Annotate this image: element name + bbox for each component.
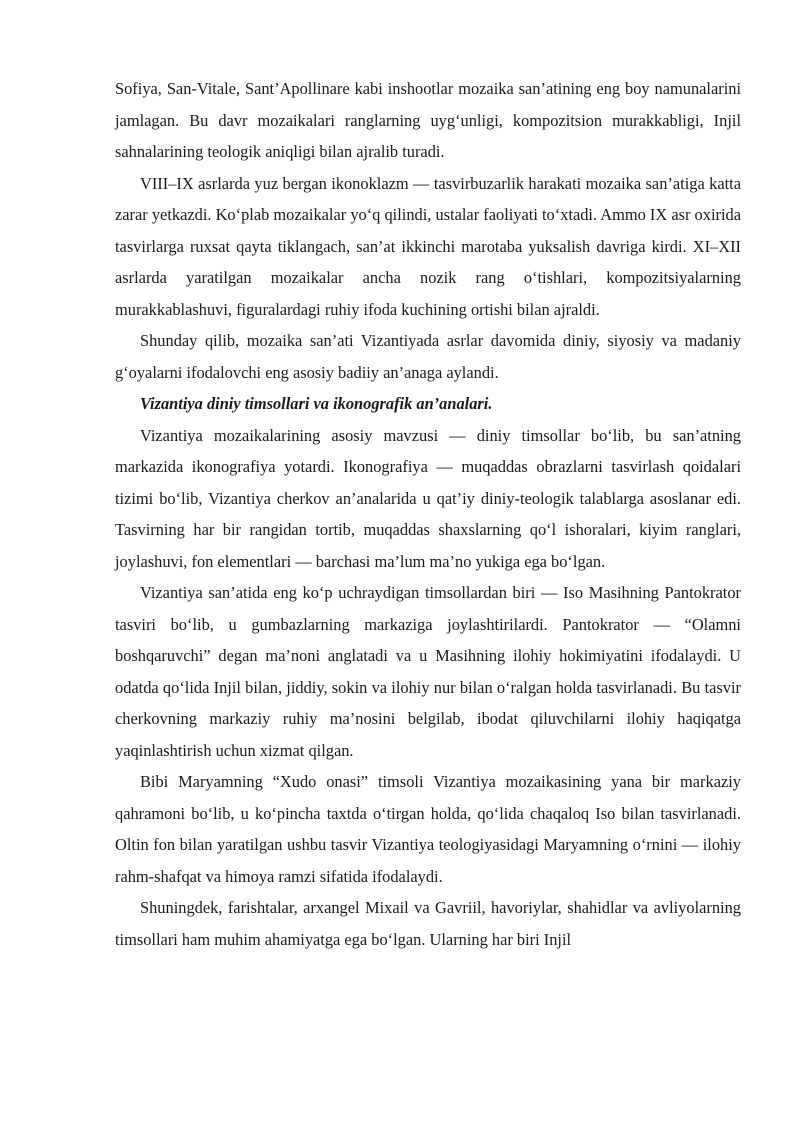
- document-page: [115, 73, 741, 955]
- section-heading: Vizantiya diniy timsollari va ikonografik an’analari.: [140, 394, 493, 413]
- paragraph-sofiya: Sofiya, San-Vitale, Sant’Apollinare kabi inshootlar mozaika san’atining eng boy namunalarini jamlagan. Bu davr mozaikalari ranglarning uyg‘unligi, kompozitsion murakkabligi, Injil sahnalarining teologik aniqligi bilan ajralib turadi.: [115, 79, 741, 161]
- paragraph-maryam: Bibi Maryamning “Xudo onasi” timsoli Vizantiya mozaikasining yana bir markaziy qahramoni bo‘lib, u ko‘pincha taxtda o‘tirgan holda, qo‘lida chaqaloq Iso bilan tasvirlanadi. Oltin fon bilan yaratilgan ushbu tasvir Vizantiya teologiyasidagi Maryamning o‘rnini — ilohiy rahm-shafqat va himoya ramzi sifatida ifodalaydi.: [115, 772, 741, 886]
- paragraph-mavzu: Vizantiya mozaikalarining asosiy mavzusi — diniy timsollar bo‘lib, bu san’atning markazida ikonografiya yotardi. Ikonografiya — muqaddas obrazlarni tasvirlash qoidalari tizimi bo‘lib, Vizantiya cherkov an’analarida u qat’iy diniy-teologik talablarga asoslanar edi. Tasvirning har bir rangidan tortib, muqaddas shaxslarning qo‘l ishoralari, kiyim ranglari, joylashuvi, fon elementlari — barchasi ma’lum ma’no yukiga ega bo‘lgan.: [115, 425, 741, 571]
- paragraph-shunday: Shunday qilib, mozaika san’ati Vizantiyada asrlar davomida diniy, siyosiy va madaniy g‘oyalarni ifodalovchi eng asosiy badiiy an’anaga aylandi.: [115, 331, 741, 382]
- paragraph-farishtalar: Shuningdek, farishtalar, arxangel Mixail va Gavriil, havoriylar, shahidlar va avliyolarning timsollari ham muhim ahamiyatga ega bo‘lgan. Ularning har biri Injil: [115, 898, 741, 949]
- paragraph-ikonoklazm: VIII–IX asrlarda yuz bergan ikonoklazm — tasvirbuzarlik harakati mozaika san’atiga katta zarar yetkazdi. Ko‘plab mozaikalar yo‘q qilindi, ustalar faoliyati to‘xtadi. Ammo IX asr oxirida tasvirlarga ruxsat qayta tiklangach, san’at ikkinchi marotaba yuksalish davriga kirdi. XI–XII asrlarda yaratilgan mozaikalar ancha nozik rang o‘tishlari, kompozitsiyalarning murakkablashuvi, figuralardagi ruhiy ifoda kuchining ortishi bilan ajraldi.: [115, 173, 741, 319]
- paragraph-pantokrator: Vizantiya san’atida eng ko‘p uchraydigan timsollardan biri — Iso Masihning Pantokrator tasviri bo‘lib, u gumbazlarning markaziga joylashtirilardi. Pantokrator — “Olamni boshqaruvchi” degan ma’noni anglatadi va u Masihning ilohiy hokimiyatini ifodalaydi. U odatda qo‘lida Injil bilan, jiddiy, sokin va ilohiy nur bilan o‘ralgan holda tasvirlanadi. Bu tasvir cherkovning markaziy ruhiy ma’nosini belgilab, ibodat qiluvchilarni ilohiy haqiqatga yaqinlashtirish uchun xizmat qilgan.: [115, 583, 741, 760]
